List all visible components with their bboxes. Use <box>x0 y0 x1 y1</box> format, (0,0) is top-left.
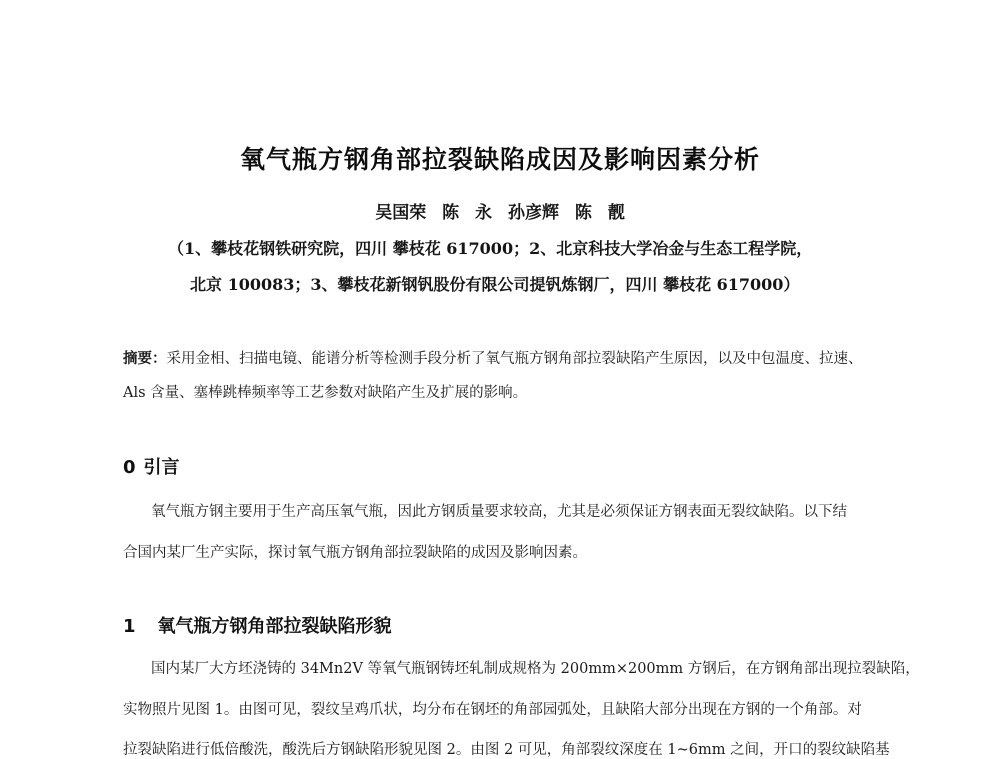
section-0-title: 引言 <box>143 457 180 478</box>
abstract-line-1 <box>123 347 863 368</box>
abstract-label: 摘要： <box>123 351 167 367</box>
author-list: 吴国荣 陈 永 孙彦辉 陈 靓 <box>375 203 625 223</box>
section-0-number: 0 <box>123 457 136 478</box>
section-1-line-1: 国内某厂大方坯浇铸的 34Mn2V 等氧气瓶钢铸坯轧制成规格为 200mm×200mm 方钢后，在方钢角部出现拉裂缺陷， <box>151 661 920 677</box>
affiliation-line-1: （1、攀枝花钢铁研究院，四川 攀枝花 617000；2、北京科技大学冶金与生态工程学院， <box>168 239 813 258</box>
abstract-text-1: 采用金相、扫描电镜、能谱分析等检测手段分析了氧气瓶方钢角部拉裂缺陷产生原因，以及中包温度、拉速、 <box>166 351 863 367</box>
section-1-title: 氧气瓶方钢角部拉裂缺陷形貌 <box>157 616 392 637</box>
section-1-line-2: 实物照片见图 1。由图可见，裂纹呈鸡爪状，均分布在钢坯的角部园弧处，且缺陷大部分出现在方钢的一个角部。对 <box>123 702 862 718</box>
section-1-line-3: 拉裂缺陷进行低倍酸洗，酸洗后方钢缺陷形貌见图 2。由图 2 可见，角部裂纹深度在 1~6mm 之间，开口的裂纹缺陷基 <box>123 742 890 758</box>
affiliation-line-2: 北京 100083；3、攀枝花新钢钒股份有限公司提钒炼钢厂，四川 攀枝花 617000） <box>190 275 800 294</box>
section-0-line-1: 氧气瓶方钢主要用于生产高压氧气瓶，因此方钢质量要求较高，尤其是必须保证方钢表面无裂纹缺陷。以下结 <box>151 504 847 520</box>
section-1-heading <box>123 612 392 638</box>
paper-title: 氧气瓶方钢角部拉裂缺陷成因及影响因素分析 <box>239 145 760 174</box>
abstract-line-2: Als 含量、塞棒跳棒频率等工艺参数对缺陷产生及扩展的影响。 <box>123 385 528 401</box>
section-1-number: 1 <box>123 616 136 637</box>
section-0-heading <box>123 453 180 479</box>
section-0-line-2: 合国内某厂生产实际，探讨氧气瓶方钢角部拉裂缺陷的成因及影响因素。 <box>123 545 587 561</box>
